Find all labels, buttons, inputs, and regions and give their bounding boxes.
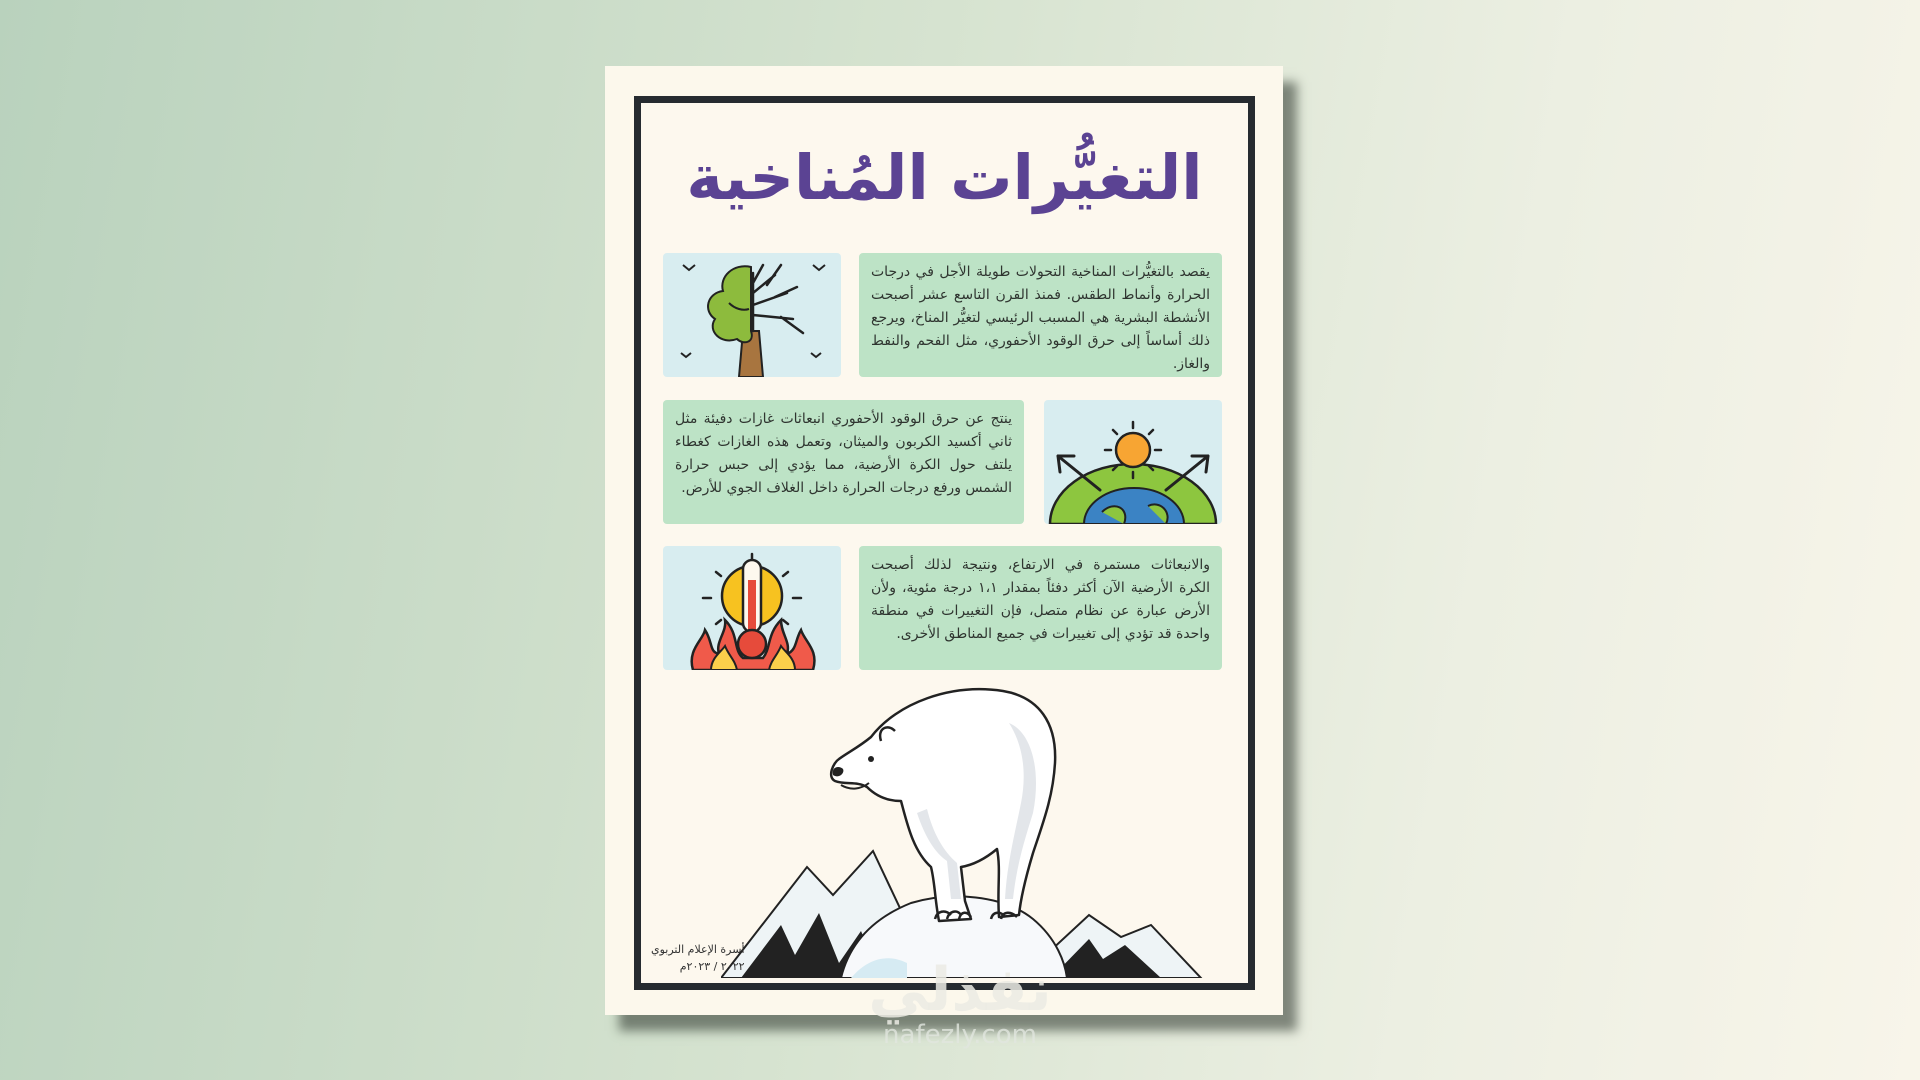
watermark-url: nafezly.com bbox=[883, 1020, 1037, 1050]
poster-page bbox=[605, 66, 1283, 1015]
sun-over-earth-icon bbox=[1044, 400, 1222, 524]
poster-footer bbox=[651, 941, 745, 975]
watermark-logo-text: نفذلي bbox=[868, 955, 1052, 1025]
thermometer-heat-icon bbox=[663, 546, 841, 670]
section-text-3: والانبعاثات مستمرة في الارتفاع، ونتيجة لذلك أصبحت الكرة الأرضية الآن أكثر دفئاً بمقدار ١،١ درجة مئوية، ولأن الأرض عبارة عن نظام متصل، فإن التغييرات في منطقة واحدة قد تؤدي إلى تغييرات في جميع المناطق الأخرى. bbox=[859, 546, 1222, 670]
poster-frame bbox=[634, 96, 1255, 990]
site-watermark bbox=[840, 955, 1080, 1050]
footer-organization: أسرة الإعلام التربوي bbox=[651, 943, 745, 956]
poster-title: التغيُّرات المُناخية bbox=[686, 141, 1203, 214]
section-text-2: ينتج عن حرق الوقود الأحفوري انبعاثات غازات دفيئة مثل ثاني أكسيد الكربون والميثان، وتعمل هذه الغازات كغطاء يلتف حول الكرة الأرضية، مما يؤدي إلى حبس حرارة الشمس ورفع درجات الحرارة داخل الغلاف الجوي للأرض. bbox=[663, 400, 1024, 524]
half-dead-tree-icon bbox=[663, 253, 841, 377]
footer-year: ٢٠٢٢ / ٢٠٢٣م bbox=[679, 960, 745, 973]
polar-bear-illustration bbox=[721, 663, 1241, 982]
section-text-1: يقصد بالتغيُّرات المناخية التحولات طويلة الأجل في درجات الحرارة وأنماط الطقس. فمنذ القرن التاسع عشر أصبحت الأنشطة البشرية هي المسبب الرئيسي لتغيُّر المناخ، ويرجع ذلك أساساً إلى حرق الوقود الأحفوري، مثل الفحم والنفط والغاز. bbox=[859, 253, 1222, 377]
